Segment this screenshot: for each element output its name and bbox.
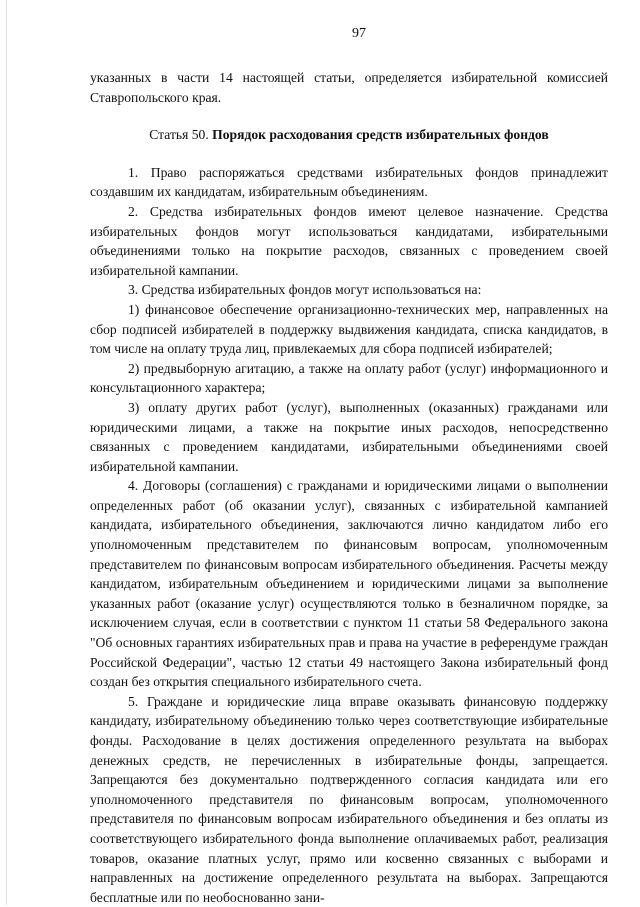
paragraph-5: 5. Граждане и юридические лица вправе оказывать финансовую поддержку кандидату, избирательному объединению только через соответствующие избирательные фонды. Расходование в целях достижения определенного результата на выборах денежных средств, не перечисленных в избирательные фонды, запрещается. Запрещаются без документально подтвержденного согласия кандидата или его уполномоченного представителя по финансовым вопросам, уполномоченного представителя по финансовым вопросам избирательного объединения и без оплаты из соответствующего избирательного фонда выполнение оплачиваемых работ, реализация товаров, оказание платных услуг, прямо или косвенно связанных с выборами и направленных на достижение определенного результата на выборах. Запрещаются бесплатные или по необоснованно зани- xyxy=(90,693,608,905)
article-title: Порядок расходования средств избирательных фондов xyxy=(212,127,549,143)
paragraph-3-item-2: 2) предвыборную агитацию, а также на оплату работ (услуг) информационного и консультационного характера; xyxy=(90,360,608,396)
paragraph-3-item-1: 1) финансовое обеспечение организационно-технических мер, направленных на сбор подписей избирателей в поддержку выдвижения кандидата, списка кандидатов, в том числе на оплату труда лиц, привлекаемых для сбора подписей избирателей; xyxy=(90,301,608,357)
article-number: Статья 50. xyxy=(149,127,209,143)
article-heading xyxy=(90,125,608,145)
paragraph-1: 1. Право распоряжаться средствами избирательных фондов принадлежит создавшим их кандидатам, избирательным объединениям. xyxy=(90,164,608,200)
paragraph-3: 3. Средства избирательных фондов могут использоваться на: xyxy=(128,282,482,298)
page-number: 97 xyxy=(352,26,366,41)
paragraph-2: 2. Средства избирательных фондов имеют целевое назначение. Средства избирательных фондов могут использоваться кандидатами, избирательными объединениями только на покрытие расходов, связанных с проведением своей избирательной кампании. xyxy=(90,203,608,278)
paragraph-4: 4. Договоры (соглашения) с гражданами и юридическими лицами о выполнении определенных работ (об оказании услуг), связанных с избирательной кампанией кандидата, избирательного объединения, заключаются лично кандидатом либо его уполномоченным представителем по финансовым вопросам, уполномоченным представителем по финансовым вопросам избирательного объединения. Расчеты между кандидатом, избирательным объединением и юридическими лицами за выполнение указанных работ (оказание услуг) осуществляются только в безналичном порядке, за исключением случая, если в соответствии с пунктом 11 статьи 58 Федерального закона "Об основных гарантиях избирательных прав и права на участие в референдуме граждан Российской Федерации", частью 12 статьи 49 настоящего Закона избирательный фонд создан без открытия специального избирательного счета. xyxy=(90,478,608,690)
lead-paragraph: указанных в части 14 настоящей статьи, определяется избирательной комиссией Ставропольского края. xyxy=(90,70,608,105)
paragraph-3-item-3: 3) оплату других работ (услуг), выполненных (оказанных) гражданами или юридическими лицами, а также на покрытие иных расходов, непосредственно связанных с проведением кандидатами, избирательными объединениями своей избирательной кампании. xyxy=(90,399,608,474)
